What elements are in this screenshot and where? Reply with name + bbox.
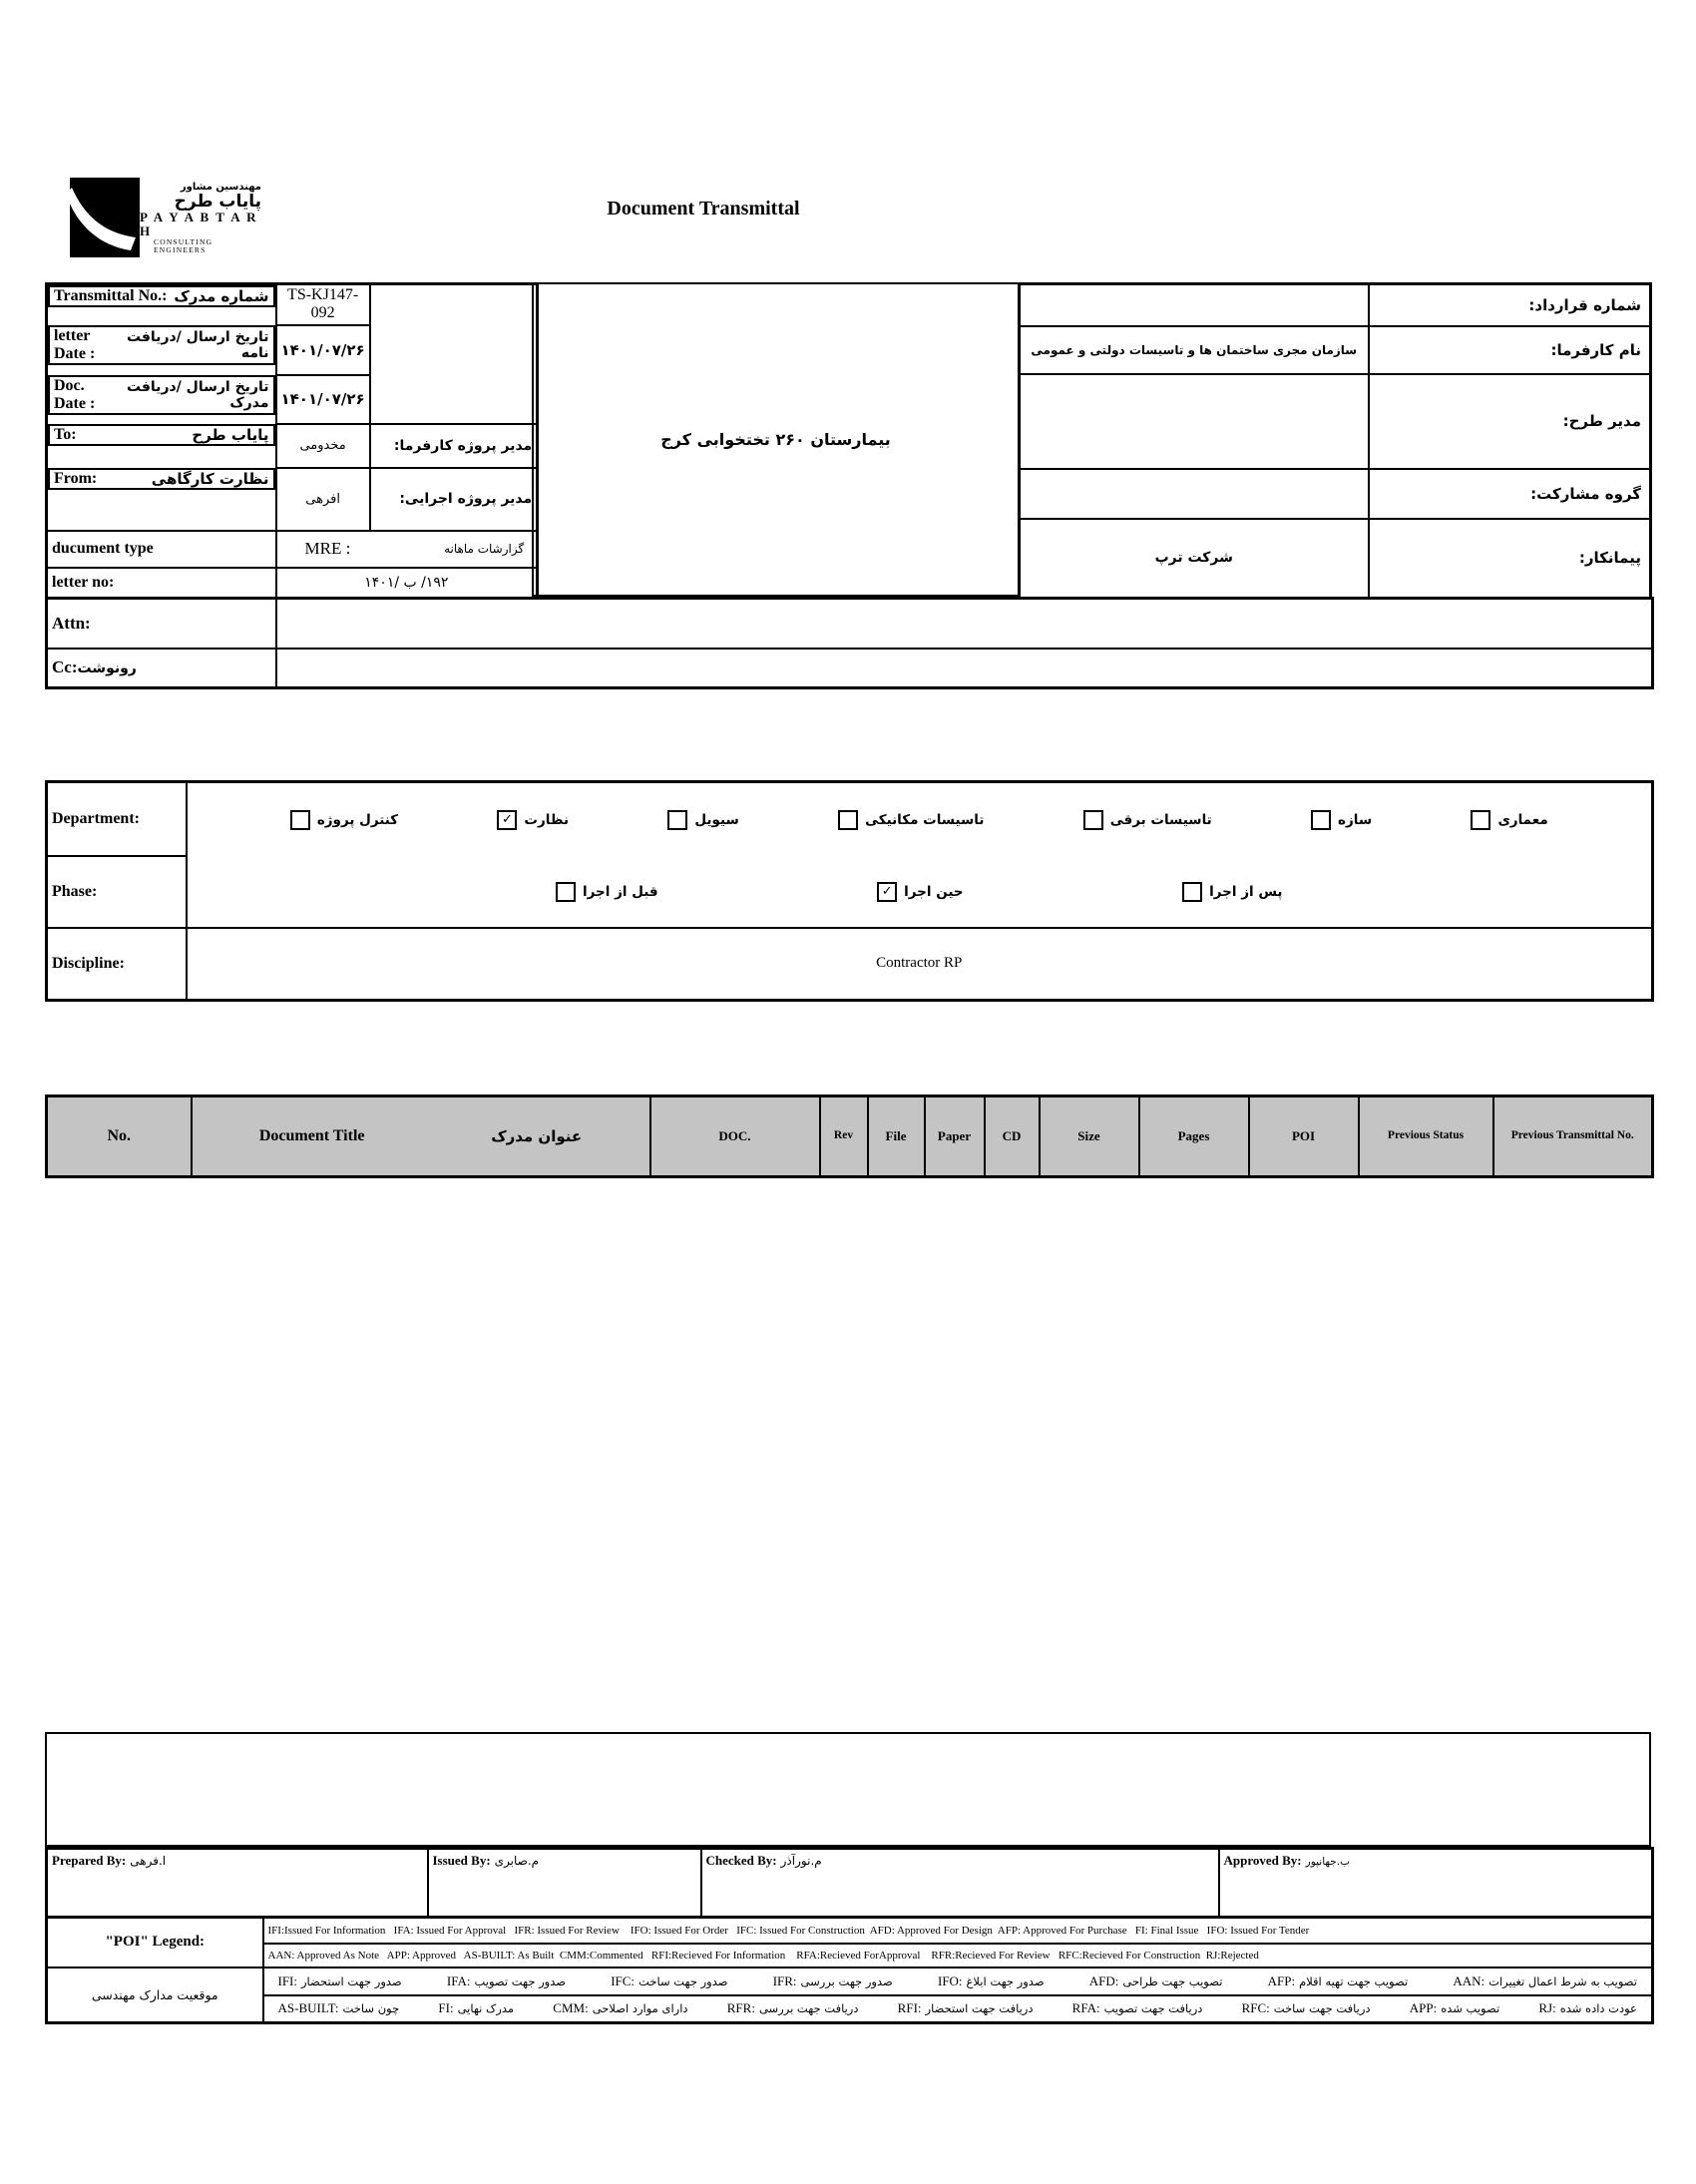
to-label: To: bbox=[54, 425, 77, 443]
transmittal-no-label-fa: شماره مدرک bbox=[174, 287, 269, 305]
phase-option-label: قبل از اجرا bbox=[583, 883, 658, 900]
column-header-rev: Rev bbox=[820, 1096, 868, 1177]
legend-item: AS-BUILT: چون ساخت bbox=[277, 2000, 400, 2016]
doc-date-label-en: Doc. Date : bbox=[54, 376, 96, 412]
cc-value[interactable] bbox=[276, 649, 1653, 688]
phase-option-label: حین اجرا bbox=[904, 883, 964, 900]
logo-fa-tagline: مهندسین مشاور bbox=[180, 182, 261, 193]
letter-date-label-en: letter Date : bbox=[54, 326, 96, 362]
legend-item: IFC: صدور جهت ساخت bbox=[611, 1972, 728, 1988]
header-right-table bbox=[1018, 282, 1652, 600]
client-value: سازمان مجری ساختمان ها و تاسیسات دولتی و عمومی bbox=[1020, 326, 1369, 374]
department-option-label: تاسیسات مکانیکی bbox=[865, 811, 985, 828]
poi-legend-label: "POI" Legend: bbox=[47, 1918, 263, 1967]
checkbox-checked-icon[interactable]: ✓ bbox=[497, 810, 517, 830]
doc-position-label: موقعیت مدارک مهندسی bbox=[47, 1967, 263, 2023]
page-title: Document Transmittal bbox=[607, 198, 800, 219]
from-label: From: bbox=[54, 469, 98, 487]
department-option bbox=[667, 810, 738, 830]
column-header-pages: Pages bbox=[1139, 1096, 1249, 1177]
legend-item: RFI: دریافت جهت استحضار bbox=[897, 2000, 1034, 2016]
issued-by-label: Issued By: bbox=[432, 1853, 491, 1868]
contractor-label: پیمانکار: bbox=[1369, 519, 1651, 599]
doc-date-value: ۱۴۰۱/۰۷/۲۶ bbox=[276, 375, 370, 424]
checkbox-icon[interactable] bbox=[838, 810, 858, 830]
transmittal-no-label-cell bbox=[48, 285, 275, 307]
attn-cc-table bbox=[45, 597, 1654, 689]
legend-item: RFC: دریافت جهت ساخت bbox=[1241, 2000, 1371, 2016]
cc-label-cell bbox=[47, 649, 276, 688]
logo-fa-name: پایاب طرح bbox=[174, 191, 261, 212]
logo-company-tagline: CONSULTING ENGINEERS bbox=[154, 236, 213, 254]
approved-by-label: Approved By: bbox=[1223, 1853, 1302, 1868]
department-option-label: سازه bbox=[1338, 811, 1373, 828]
doc-date-label-fa: تاریخ ارسال /دریافت مدرک bbox=[126, 378, 269, 411]
discipline-label: Discipline: bbox=[47, 928, 187, 1000]
approved-by-cell[interactable] bbox=[1219, 1849, 1653, 1918]
prepared-by-label: Prepared By: bbox=[52, 1853, 127, 1868]
client-label: نام کارفرما: bbox=[1369, 326, 1651, 374]
header-left-table bbox=[45, 282, 539, 600]
discipline-value: Contractor RP bbox=[187, 928, 1653, 1000]
department-option bbox=[1083, 810, 1212, 830]
checkbox-icon[interactable] bbox=[1083, 810, 1103, 830]
document-type-code: MRE : bbox=[304, 539, 351, 558]
legend-item: RFA: دریافت جهت تصویب bbox=[1071, 2000, 1203, 2016]
signatures-table bbox=[45, 1847, 1654, 1919]
project-name: بیمارستان ۲۶۰ تختخوابی کرج bbox=[660, 430, 891, 449]
to-role: مدیر پروژه کارفرما: bbox=[370, 424, 538, 468]
legend-item: AFD: تصویب جهت طراحی bbox=[1088, 1972, 1223, 1988]
checked-by-label: Checked By: bbox=[705, 1853, 777, 1868]
letter-date-label-cell bbox=[48, 325, 275, 365]
legend-item: IFO: صدور جهت ابلاغ bbox=[937, 1972, 1045, 1988]
documents-table bbox=[45, 1094, 1654, 1178]
transmittal-no-label-en: Transmittal No.: bbox=[54, 287, 168, 304]
issued-by-name: م.صابری bbox=[494, 1854, 540, 1868]
checkbox-icon[interactable] bbox=[1471, 810, 1490, 830]
checkbox-icon[interactable] bbox=[290, 810, 310, 830]
phase-label: Phase: bbox=[47, 856, 187, 928]
legend-item: RFR: دریافت جهت بررسی bbox=[726, 2000, 859, 2016]
from-person: افرهی bbox=[276, 468, 370, 531]
checked-by-cell[interactable] bbox=[701, 1849, 1219, 1918]
legend-item: AFP: تصویب جهت تهیه اقلام bbox=[1267, 1972, 1409, 1988]
logo-swoosh-icon bbox=[70, 178, 140, 257]
column-header-title bbox=[192, 1096, 650, 1177]
attn-value[interactable] bbox=[276, 599, 1653, 649]
from-role: مدیر پروژه اجرایی: bbox=[370, 468, 538, 531]
department-option-label: نظارت bbox=[524, 811, 570, 828]
column-header-file: File bbox=[868, 1096, 925, 1177]
phase-option-label: پس از اجرا bbox=[1209, 883, 1283, 900]
issued-by-cell[interactable] bbox=[428, 1849, 701, 1918]
checkbox-icon[interactable] bbox=[1182, 882, 1202, 902]
doc-date-label-cell bbox=[48, 375, 275, 415]
department-option bbox=[290, 810, 398, 830]
document-type-label: ducument type bbox=[47, 531, 276, 568]
transmittal-no-value: TS-KJ147-092 bbox=[276, 284, 370, 325]
contract-no-value[interactable] bbox=[1020, 284, 1369, 326]
column-header-paper: Paper bbox=[925, 1096, 985, 1177]
department-option bbox=[1471, 810, 1547, 830]
legend-item: RJ: عودت داده شده bbox=[1538, 2000, 1637, 2016]
department-option-label: سیویل bbox=[694, 811, 739, 828]
poi-legend-en-line1: IFI:Issued For Information IFA: Issued For Approval IFR: Issued For Review IFO: Issued For Order IFC: Issued For Construction AFD: Approved For Design AFP: Approved For Purchase FI: Final Issue IFO: Issued For Tender bbox=[263, 1918, 1653, 1944]
poi-legend-table bbox=[45, 1916, 1654, 2024]
department-option-label: تاسیسات برقی bbox=[1109, 811, 1212, 828]
department-option-label: معماری bbox=[1497, 811, 1548, 828]
checkbox-icon[interactable] bbox=[667, 810, 687, 830]
legend-item: FI: مدرک نهایی bbox=[438, 2000, 515, 2016]
approved-by-name: ب.جهانپور bbox=[1305, 1856, 1350, 1868]
legend-item: IFR: صدور جهت بررسی bbox=[772, 1972, 893, 1988]
phase-option bbox=[1182, 882, 1282, 902]
column-header-no: No. bbox=[47, 1096, 192, 1177]
remarks-empty-pane[interactable] bbox=[45, 1732, 1651, 1847]
legend-item: CMM: دارای موارد اصلاحی bbox=[553, 2000, 688, 2016]
from-cell bbox=[48, 468, 275, 490]
legend-item: IFI: صدور جهت استحضار bbox=[277, 1972, 402, 1988]
checkbox-icon[interactable] bbox=[556, 882, 576, 902]
attn-label: Attn: bbox=[47, 599, 276, 649]
document-type-fa: گزارشات ماهانه bbox=[444, 542, 525, 556]
legend-item: AAN: تصویب به شرط اعمال تغییرات bbox=[1453, 1972, 1637, 1988]
letter-no-value: ۱۹۲/ ب /۱۴۰۱ bbox=[276, 568, 538, 599]
legend-item: APP: تصویب شده bbox=[1409, 2000, 1500, 2016]
checked-by-name: م.نورآذر bbox=[780, 1854, 822, 1868]
poi-legend-fa-line2 bbox=[263, 1995, 1653, 2023]
column-header-cd: CD bbox=[985, 1096, 1040, 1177]
cc-label-fa: رونوشت bbox=[77, 660, 137, 677]
checkbox-checked-icon[interactable]: ✓ bbox=[877, 882, 897, 902]
legend-item: IFA: صدور جهت تصویب bbox=[446, 1972, 567, 1988]
phase-option bbox=[556, 882, 658, 902]
column-header-doc: DOC. bbox=[650, 1096, 820, 1177]
company-logo bbox=[70, 178, 140, 257]
letter-no-label: letter no: bbox=[47, 568, 276, 599]
to-value: پایاب طرح bbox=[192, 425, 269, 444]
prepared-by-cell[interactable] bbox=[47, 1849, 428, 1918]
partnership-group-label: گروه مشارکت: bbox=[1369, 469, 1651, 519]
phase-option bbox=[877, 882, 963, 902]
column-header-poi: POI bbox=[1249, 1096, 1359, 1177]
column-header-size: Size bbox=[1040, 1096, 1139, 1177]
department-option bbox=[838, 810, 984, 830]
column-header-title-fa: عنوان مدرک bbox=[491, 1127, 583, 1145]
logo-company-name: P A Y A B T A R H bbox=[140, 210, 258, 238]
letter-date-label-fa: تاریخ ارسال /دریافت نامه bbox=[126, 328, 269, 361]
department-option bbox=[1311, 810, 1372, 830]
department-items bbox=[188, 783, 1652, 856]
partnership-group-value[interactable] bbox=[1020, 469, 1369, 519]
department-option-label: کنترل پروژه bbox=[316, 811, 399, 828]
column-header-prev-status: Previous Status bbox=[1359, 1096, 1493, 1177]
phase-items bbox=[188, 856, 1652, 927]
to-cell bbox=[48, 424, 275, 446]
department-label: Department: bbox=[47, 782, 187, 857]
column-header-prev-transmittal: Previous Transmittal No. bbox=[1493, 1096, 1653, 1177]
cc-label-en: Cc: bbox=[52, 657, 78, 677]
poi-legend-en-line2: AAN: Approved As Note APP: Approved AS-BUILT: As Built CMM:Commented RFI:Recieved For Information RFA:Recieved ForApproval RFR:Recieved For Review RFC:Recieved For Construction RJ:Rejected bbox=[263, 1944, 1653, 1967]
classification-table bbox=[45, 780, 1654, 1002]
from-value: نظارت کارگاهی bbox=[151, 469, 269, 488]
poi-legend-fa-line1 bbox=[263, 1967, 1653, 1995]
letter-date-value: ۱۴۰۱/۰۷/۲۶ bbox=[276, 325, 370, 375]
contractor-value: شرکت ترپ bbox=[1020, 519, 1369, 599]
design-manager-label: مدیر طرح: bbox=[1369, 374, 1651, 469]
column-header-title-en: Document Title bbox=[258, 1127, 365, 1144]
project-name-cell bbox=[532, 282, 1020, 597]
department-option bbox=[497, 810, 569, 830]
logo-text-block bbox=[140, 183, 261, 253]
prepared-by-name: ا.فرهی bbox=[130, 1854, 167, 1868]
to-person: مخدومی bbox=[276, 424, 370, 468]
contract-no-label: شماره قرارداد: bbox=[1369, 284, 1651, 326]
design-manager-value[interactable] bbox=[1020, 374, 1369, 469]
checkbox-icon[interactable] bbox=[1311, 810, 1331, 830]
document-type-value-cell bbox=[276, 531, 538, 568]
